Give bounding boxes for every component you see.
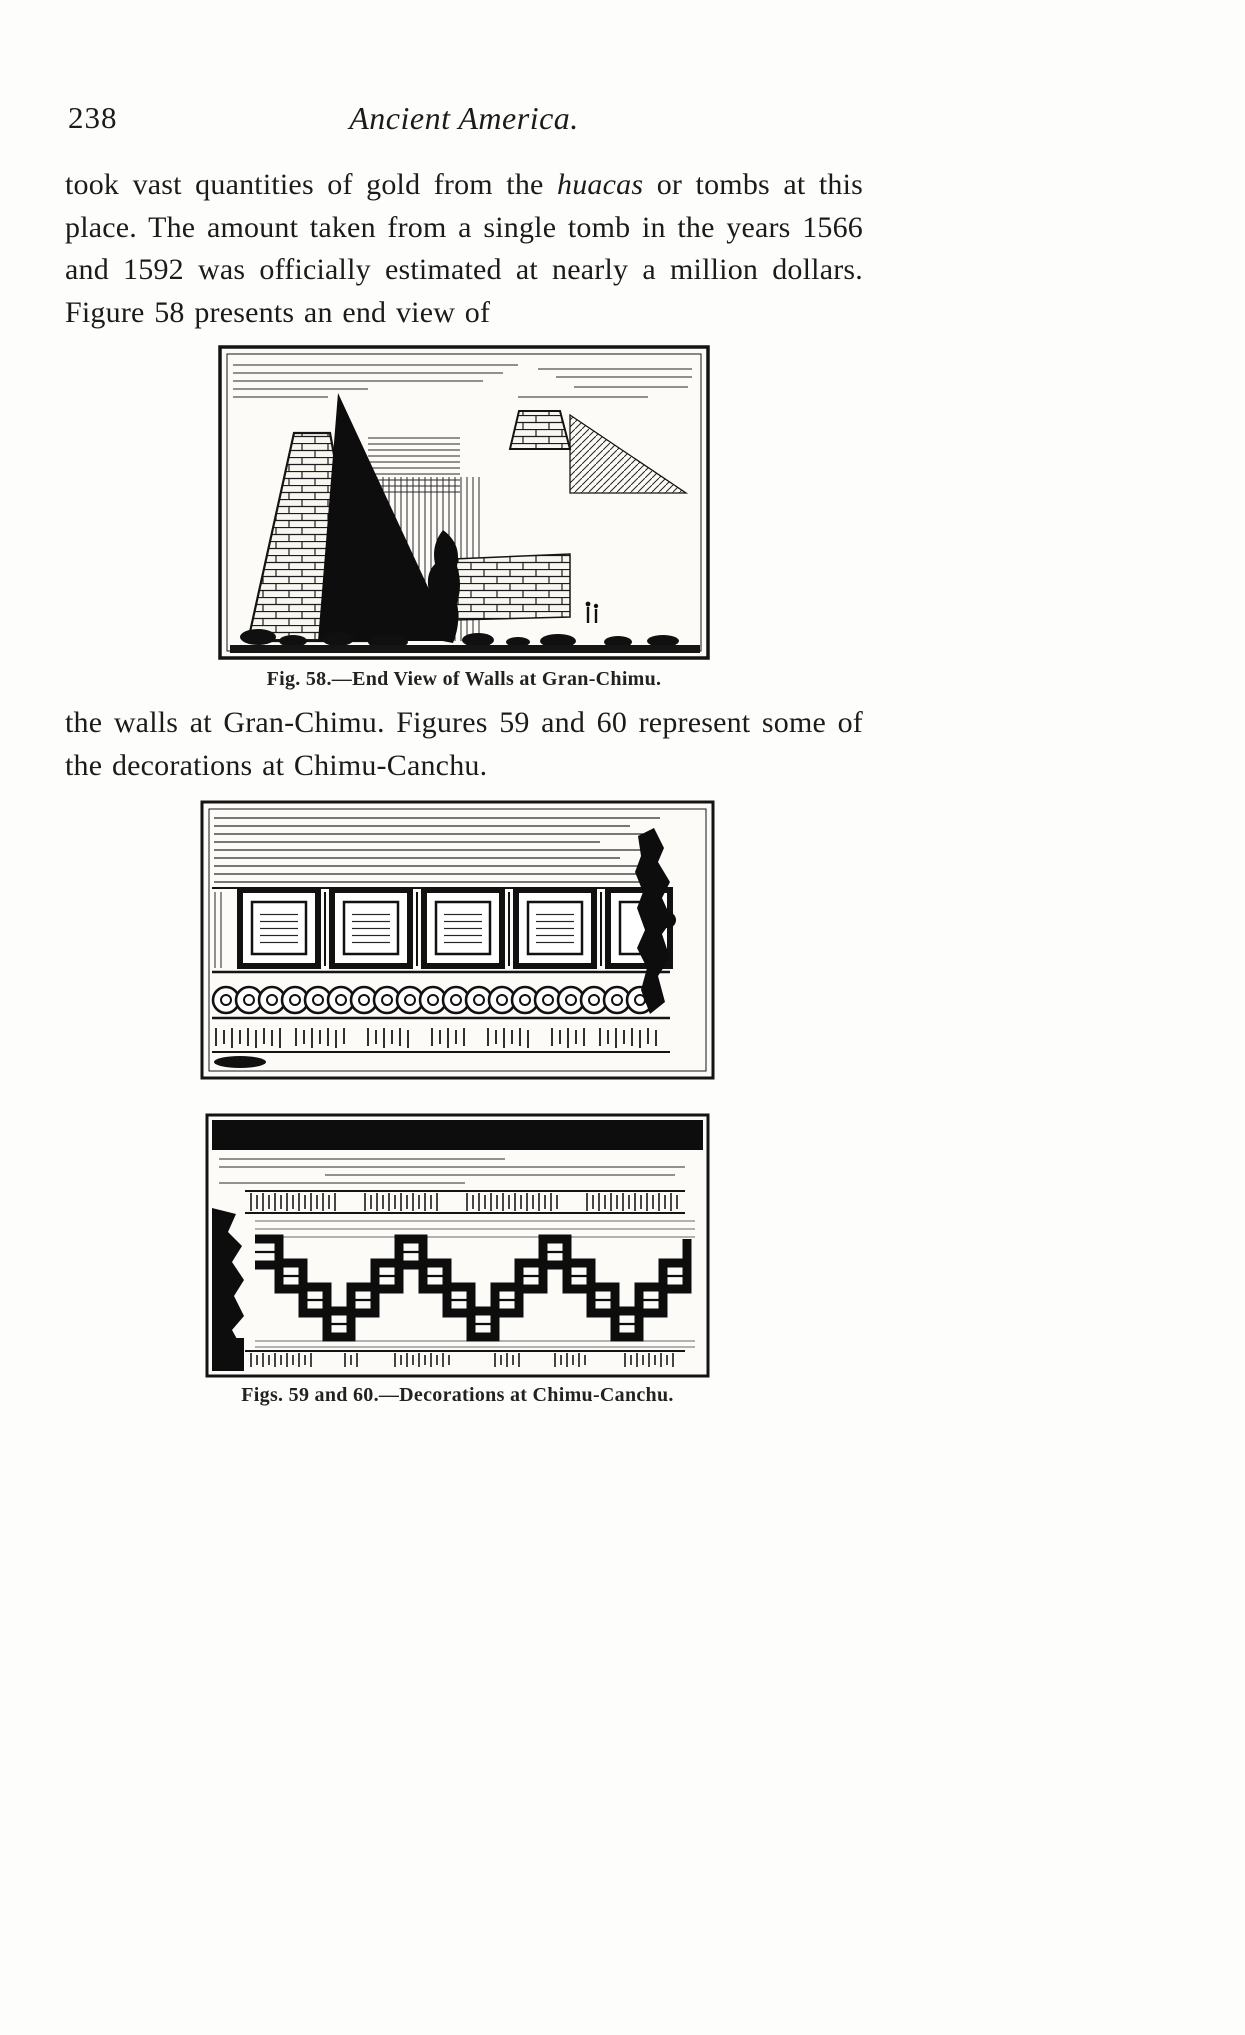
paragraph-1-text: took vast quantities of gold from the: [65, 168, 558, 201]
figure-59: [200, 800, 715, 1080]
paragraph-1-text-cont: or tombs at this place. The amount taken from a single tomb in the years 1566 and 1592 was officially estimated at nearly a million dollars. Figure 58 presents an end view of: [65, 168, 864, 329]
huacas-italic-word: huacas: [557, 168, 644, 201]
figure-58-engraving: [218, 345, 710, 660]
running-header: Ancient America.: [349, 100, 579, 136]
figure-58: [218, 345, 710, 660]
figure-59-engraving: [200, 800, 715, 1080]
figure-60: [205, 1113, 710, 1378]
figure-58-caption: Fig. 58.—End View of Walls at Gran-Chimu.: [266, 668, 662, 690]
paragraph-2: the walls at Gran-Chimu. Figures 59 and 60 represent some of the decorations at Chimu-Canchu.: [65, 706, 863, 782]
paragraph-1: [65, 164, 863, 334]
page-number: 238: [68, 100, 118, 135]
figures-59-60-caption: Figs. 59 and 60.—Decorations at Chimu-Canchu.: [241, 1384, 674, 1406]
figure-60-engraving: [205, 1113, 710, 1378]
